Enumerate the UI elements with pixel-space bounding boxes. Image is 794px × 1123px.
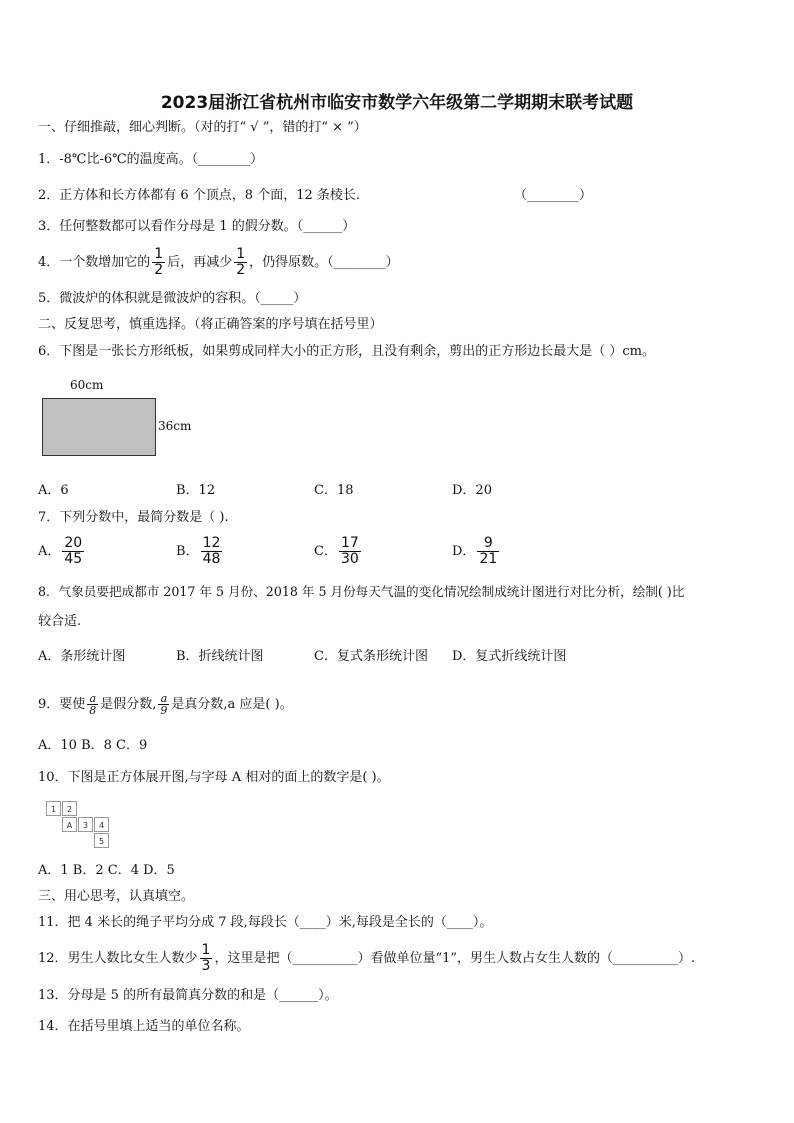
question-2-blank: （________） — [514, 188, 593, 203]
question-4-post: ，仍得原数。（________） — [249, 255, 399, 270]
q6-option-b: B．12 — [176, 483, 216, 498]
rect-height-label: 36cm — [158, 419, 192, 433]
question-13: 13．分母是 5 的所有最简真分数的和是（______）。 — [38, 988, 338, 1003]
section2-heading: 二、反复思考，慎重选择。（将正确答案的序号填在括号里） — [38, 317, 383, 332]
q10-options: A．1 B．2 C．4 D．5 — [38, 863, 175, 878]
section1-heading: 一、仔细推敲，细心判断。（对的打“ √ ”，错的打“ × ”） — [38, 120, 367, 135]
question-4-mid: 后，再减少 — [167, 255, 233, 270]
q6-option-c: C．18 — [314, 483, 354, 498]
net-cell: 5 — [94, 833, 109, 848]
q7-option-b: B． $\frac{12}{48}$ — [176, 535, 221, 567]
question-10: 10．下图是正方体展开图,与字母 A 相对的面上的数字是( )。 — [38, 770, 390, 785]
net-cell: 4 — [94, 817, 109, 832]
fraction-half-2: $\frac{1}{2}$ — [236, 246, 246, 278]
net-cell: 2 — [62, 801, 77, 816]
q6-option-d: D．20 — [452, 483, 492, 498]
question-7: 7．下列分数中，最简分数是（ ). — [38, 510, 229, 525]
question-11: 11．把 4 米长的绳子平均分成 7 段,每段长（____）米,每段是全长的（____）。 — [38, 915, 493, 930]
fraction-half-1: $\frac{1}{2}$ — [154, 246, 164, 278]
question-8-line2: 较合适. — [38, 614, 82, 629]
question-12: 12．男生人数比女生人数少 $\frac{1}{3}$ ，这里是把（__________）看做单位量“1”，男生人数占女生人数的（__________）. — [38, 942, 696, 974]
question-9: 9．要使 $\frac{a}{8}$ 是假分数, $\frac{a}{9}$ 是真分数,a 应是( )。 — [38, 692, 293, 717]
net-cell: 1 — [46, 801, 61, 816]
question-1: 1．-8℃比-6℃的温度高。（________） — [38, 152, 264, 167]
question-6: 6．下图是一张长方形纸板，如果剪成同样大小的正方形，且没有剩余，剪出的正方形边长最大是（ ）cm。 — [38, 344, 656, 359]
question-4-pre: 4．一个数增加它的 — [38, 255, 151, 270]
q7-option-c: C． $\frac{17}{30}$ — [314, 535, 359, 567]
net-cell: 3 — [78, 817, 93, 832]
net-cell: A — [62, 817, 77, 832]
rectangle-figure — [42, 398, 156, 456]
fraction-one-third: $\frac{1}{3}$ — [201, 942, 211, 974]
question-14: 14．在括号里填上适当的单位名称。 — [38, 1019, 250, 1034]
q6-option-a: A．6 — [38, 483, 69, 498]
question-4 — [38, 247, 399, 279]
fraction-a-over-8: $\frac{a}{8}$ — [89, 692, 97, 717]
rect-width-label: 60cm — [70, 378, 104, 392]
question-8-line1: 8．气象员要把成都市 2017 年 5 月份、2018 年 5 月份每天气温的变化情况绘制成统计图进行对比分析，绘制( )比 — [38, 584, 685, 599]
section3-heading: 三、用心思考，认真填空。 — [38, 889, 195, 904]
fraction-a-over-9: $\frac{a}{9}$ — [160, 692, 168, 717]
page-title: 2023届浙江省杭州市临安市数学六年级第二学期期末联考试题 — [160, 93, 634, 113]
q8-option-b: B．折线统计图 — [176, 649, 264, 664]
q7-option-a: A． $\frac{20}{45}$ — [38, 535, 83, 567]
question-3: 3．任何整数都可以看作分母是 1 的假分数。（______） — [38, 219, 356, 234]
question-2: 2．正方体和长方体都有 6 个顶点，8 个面，12 条棱长. — [38, 188, 361, 203]
q8-option-d: D．复式折线统计图 — [452, 649, 567, 664]
q7-option-d: D． $\frac{9}{21}$ — [452, 535, 498, 567]
q9-options: A．10 B．8 C．9 — [38, 738, 148, 753]
question-5: 5．微波炉的体积就是微波炉的容积。（_____） — [38, 291, 307, 306]
q8-option-c: C．复式条形统计图 — [314, 649, 428, 664]
q8-option-a: A．条形统计图 — [38, 649, 126, 664]
